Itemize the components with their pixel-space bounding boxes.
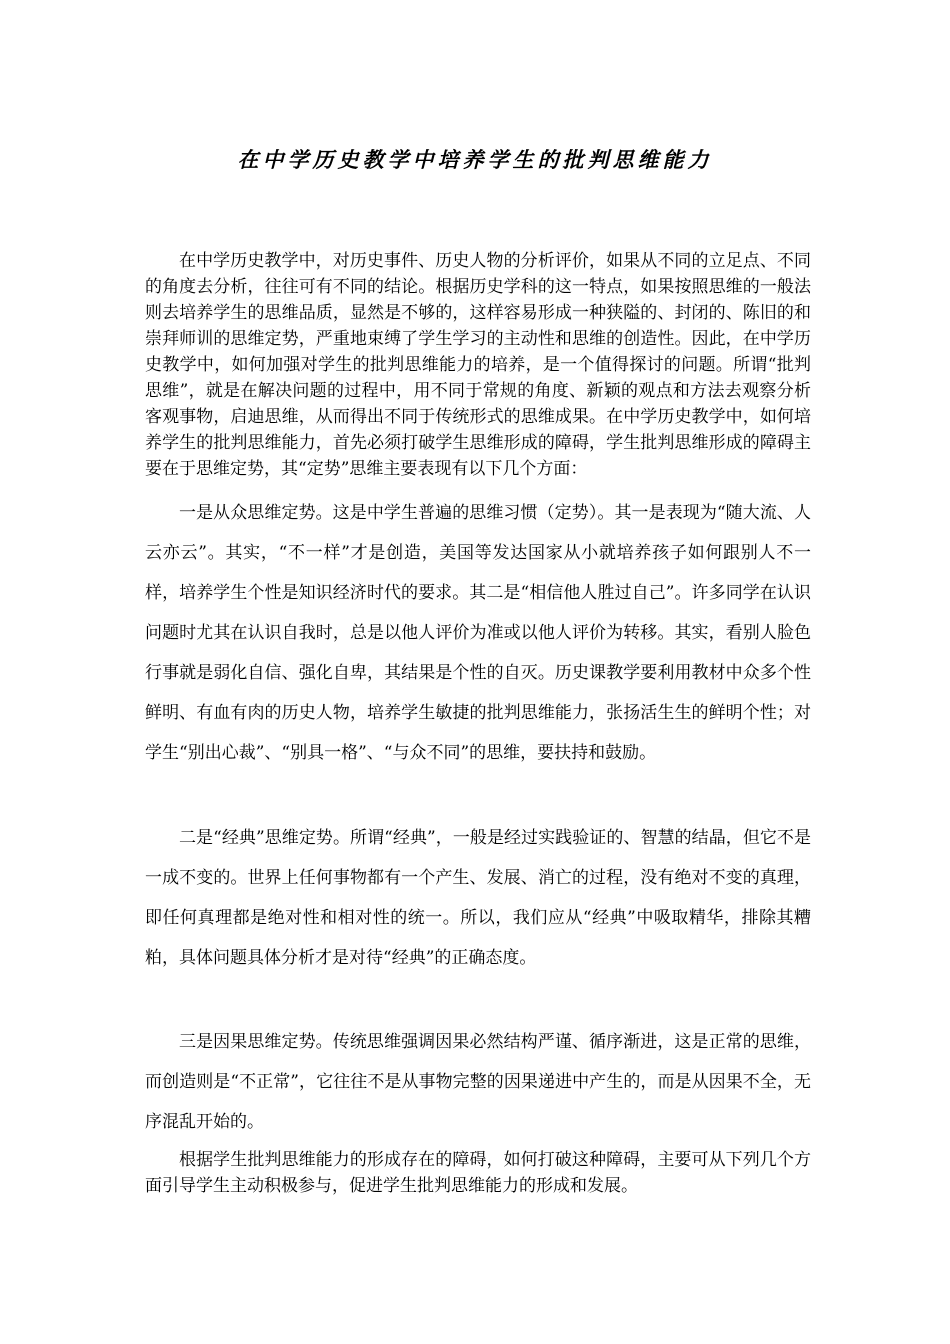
paragraph-causal-mindset: 三是因果思维定势。传统思维强调因果必然结构严谨、循序渐进，这是正常的思维，而创造则是“不正常”，它往往不是从事物完整的因果递进中产生的，而是从因果不全，无序混乱开始的。 <box>145 1032 811 1132</box>
document-title: 在中学历史教学中培养学生的批判思维能力 <box>237 147 713 173</box>
paragraph-conclusion: 根据学生批判思维能力的形成存在的障碍，如何打破这种障碍，主要可从下列几个方面引导学生主动积极参与，促进学生批判思维能力的形成和发展。 <box>145 1150 811 1196</box>
paragraph-intro: 在中学历史教学中，对历史事件、历史人物的分析评价，如果从不同的立足点、不同的角度去分析，往往可有不同的结论。根据历史学科的这一特点，如果按照思维的一般法则去培养学生的思维品质，显然是不够的，这样容易形成一种狭隘的、封闭的、陈旧的和崇拜师训的思维定势，严重地束缚了学生学习的主动性和思维的创造性。因此，在中学历史教学中，如何加强对学生的批判思维能力的培养，是一个值得探讨的问题。所谓“批判思维”，就是在解决问题的过程中，用不同于常规的角度、新颖的观点和方法去观察分析客观事物，启迪思维，从而得出不同于传统形式的思维成果。在中学历史教学中，如何培养学生的批判思维能力，首先必须打破学生思维形成的障碍，学生批判思维形成的障碍主要在于思维定势，其“定势”思维主要表现有以下几个方面： <box>145 251 811 479</box>
paragraph-conformity-mindset: 一是从众思维定势。这是中学生普遍的思维习惯（定势）。其一是表现为“随大流、人云亦云”。其实，“不一样”才是创造，美国等发达国家从小就培养孩子如何跟别人不一样，培养学生个性是知识经济时代的要求。其二是“相信他人胜过自己”。许多同学在认识问题时尤其在认识自我时，总是以他人评价为准或以他人评价为转移。其实，看别人脸色行事就是弱化自信、强化自卑，其结果是个性的自灭。历史课教学要利用教材中众多个性鲜明、有血有肉的历史人物，培养学生敏捷的批判思维能力，张扬活生生的鲜明个性；对学生“别出心裁”、“别具一格”、“与众不同”的思维，要扶持和鼓励。 <box>145 503 811 763</box>
paragraph-classic-mindset: 二是“经典”思维定势。所谓“经典”，一般是经过实践验证的、智慧的结晶，但它不是一成不变的。世界上任何事物都有一个产生、发展、消亡的过程，没有绝对不变的真理，即任何真理都是绝对性和相对性的统一。所以，我们应从“经典”中吸取精华，排除其糟粕，具体问题具体分析才是对待“经典”的正确态度。 <box>145 828 811 968</box>
